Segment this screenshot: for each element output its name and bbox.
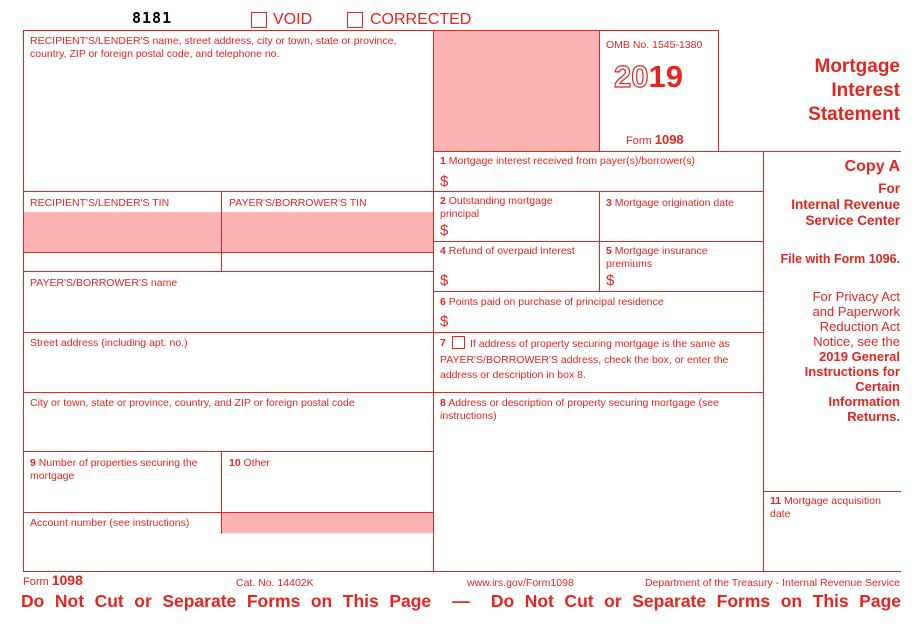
box3-field[interactable] (600, 212, 763, 240)
box10-number: 10 (229, 457, 241, 469)
payer-tin-label: PAYER'S/BORROWER'S TIN (229, 197, 367, 209)
title-line-2: Interest (831, 80, 900, 101)
omb-divider (599, 30, 600, 152)
box9-number: 9 (30, 457, 36, 469)
line-account-top (23, 512, 434, 513)
box2-dollar: $ (440, 222, 449, 239)
box2-3-divider (599, 191, 600, 292)
tin-divider (221, 191, 222, 272)
box6-text: Points paid on purchase of principal residence (448, 296, 664, 308)
box2-text: Outstanding mortgage principal (440, 195, 553, 220)
box4-dollar: $ (440, 272, 449, 289)
box1-field[interactable] (453, 170, 761, 190)
street-address-field[interactable] (24, 352, 433, 391)
box3-label (606, 197, 761, 210)
tax-year-outline: 20 (614, 59, 649, 94)
footer-url: www.irs.gov/Form1098 (467, 577, 574, 589)
corrected-label: CORRECTED (370, 11, 472, 28)
box2-number: 2 (440, 195, 446, 207)
box5-number: 5 (606, 245, 612, 257)
frame-bottom (23, 571, 901, 572)
copy-divider (763, 152, 764, 572)
privacy-line-7: Certain (855, 379, 900, 394)
privacy-line-3: Reduction Act (819, 319, 900, 334)
line-payer-name-top (23, 271, 434, 272)
copy-for-line-1: For (878, 181, 900, 196)
box1-dollar: $ (440, 173, 449, 190)
footer-form-prefix: Form (23, 576, 49, 588)
file-with-text: File with Form 1096. (780, 252, 900, 266)
street-address-label: Street address (including apt. no.) (30, 337, 188, 349)
recipient-name-label: RECIPIENT'S/LENDER'S name, street address, city or town, state or province, country, ZIP or foreign postal code, and telephone no. (30, 35, 397, 60)
box6-number: 6 (440, 296, 446, 308)
box4-number: 4 (440, 245, 446, 257)
box4-field[interactable] (453, 270, 598, 290)
copy-for-line-3: Service Center (805, 213, 900, 228)
box11-number: 11 (770, 495, 782, 507)
copy-a-title: Copy A (844, 158, 900, 175)
box5-dollar: $ (606, 272, 615, 289)
box11-text: Mortgage acquisition date (770, 495, 881, 520)
box10-field[interactable] (222, 472, 433, 511)
box10-label (229, 457, 270, 470)
void-checkbox[interactable] (251, 12, 267, 28)
line-box11-top (763, 491, 901, 492)
omb-form-prefix: Form (626, 135, 652, 147)
recipient-tin-label: RECIPIENT'S/LENDER'S TIN (30, 197, 170, 209)
box6-field[interactable] (453, 311, 761, 331)
box8-number: 8 (440, 397, 446, 409)
payer-name-field[interactable] (24, 292, 433, 331)
void-label: VOID (273, 11, 313, 28)
title-line-1: Mortgage (814, 56, 900, 77)
box11-field[interactable] (764, 522, 900, 570)
privacy-notice (765, 289, 900, 424)
box1-text: Mortgage interest received from payer(s)/borrower(s) (448, 155, 696, 167)
box9-label (30, 457, 220, 482)
privacy-line-6: Instructions for (804, 364, 900, 379)
city-label: City or town, state or province, country, and ZIP or foreign postal code (30, 397, 355, 409)
form-title (730, 55, 900, 127)
recipient-tin-field[interactable] (24, 212, 222, 252)
box3-number: 3 (606, 197, 612, 209)
copy-for-line-2: Internal Revenue (791, 197, 900, 212)
box1-label (440, 155, 760, 168)
omb-shaded-area (434, 31, 599, 152)
box3-text: Mortgage origination date (614, 197, 734, 209)
box2-label (440, 195, 590, 220)
omb-form-number (626, 133, 684, 148)
form-code: 8181 (132, 9, 173, 27)
box5-text: Mortgage insurance premiums (606, 245, 708, 270)
line-box1-top (433, 151, 901, 152)
box9-field[interactable] (24, 484, 220, 511)
line-city-top (23, 392, 434, 393)
omb-right-border (718, 30, 719, 152)
box4-label (440, 245, 580, 258)
line-tin-mid (23, 252, 434, 253)
box7-number: 7 (440, 337, 446, 349)
box8-label (440, 397, 762, 422)
box5-field[interactable] (619, 270, 762, 290)
box2-field[interactable] (453, 220, 598, 240)
box8-field[interactable] (434, 425, 763, 570)
box11-label (770, 495, 900, 520)
line-box8-top (433, 392, 764, 393)
city-field[interactable] (24, 412, 433, 450)
line-street-top (23, 332, 434, 333)
box1-number: 1 (440, 155, 446, 167)
privacy-line-4: Notice, see the (813, 334, 900, 349)
recipient-name-field[interactable] (24, 62, 433, 190)
privacy-line-9: Returns. (847, 409, 900, 424)
line-tin-top (23, 191, 434, 192)
box5-label (606, 245, 756, 270)
corrected-checkbox[interactable] (347, 12, 363, 28)
privacy-line-8: Information (828, 394, 900, 409)
payer-name-label: PAYER'S/BORROWER'S name (30, 277, 178, 289)
account-number-field[interactable] (222, 513, 434, 533)
omb-form-number-value: 1098 (654, 132, 684, 147)
tax-year (614, 60, 683, 94)
box4-text: Refund of overpaid interest (448, 245, 575, 257)
title-line-3: Statement (808, 104, 900, 125)
payer-tin-field[interactable] (222, 212, 434, 252)
tax-year-bold: 19 (648, 59, 683, 94)
omb-number: OMB No. 1545-1380 (606, 39, 703, 51)
footer-form-number: 1098 (51, 572, 83, 588)
account-number-label: Account number (see instructions) (30, 517, 190, 529)
do-not-cut-banner: Do Not Cut or Separate Forms on This Page — Do Not Cut or Separate Forms on This Page (21, 591, 901, 611)
box6-dollar: $ (440, 313, 449, 330)
box8-text: Address or description of property securing mortgage (see instructions) (440, 397, 719, 422)
box10-text: Other (243, 457, 270, 469)
footer-department: Department of the Treasury - Internal Revenue Service (644, 577, 900, 589)
footer-cat-no: Cat. No. 14402K (236, 577, 314, 589)
privacy-line-5: 2019 General (819, 349, 900, 364)
box6-label (440, 296, 760, 309)
box9-text: Number of properties securing the mortgage (30, 457, 198, 482)
line-box9-top (23, 451, 434, 452)
privacy-line-2: and Paperwork (812, 304, 900, 319)
privacy-line-1: For Privacy Act (812, 289, 900, 304)
copy-for-block (765, 181, 900, 229)
box7-label: If address of property securing mortgage is the same as PAYER'S/BORROWER'S address, check the box, or enter the address or description in box 8. (440, 338, 730, 381)
footer-form-id (23, 573, 83, 589)
line-box7-top (433, 332, 764, 333)
frame-top (23, 30, 719, 31)
